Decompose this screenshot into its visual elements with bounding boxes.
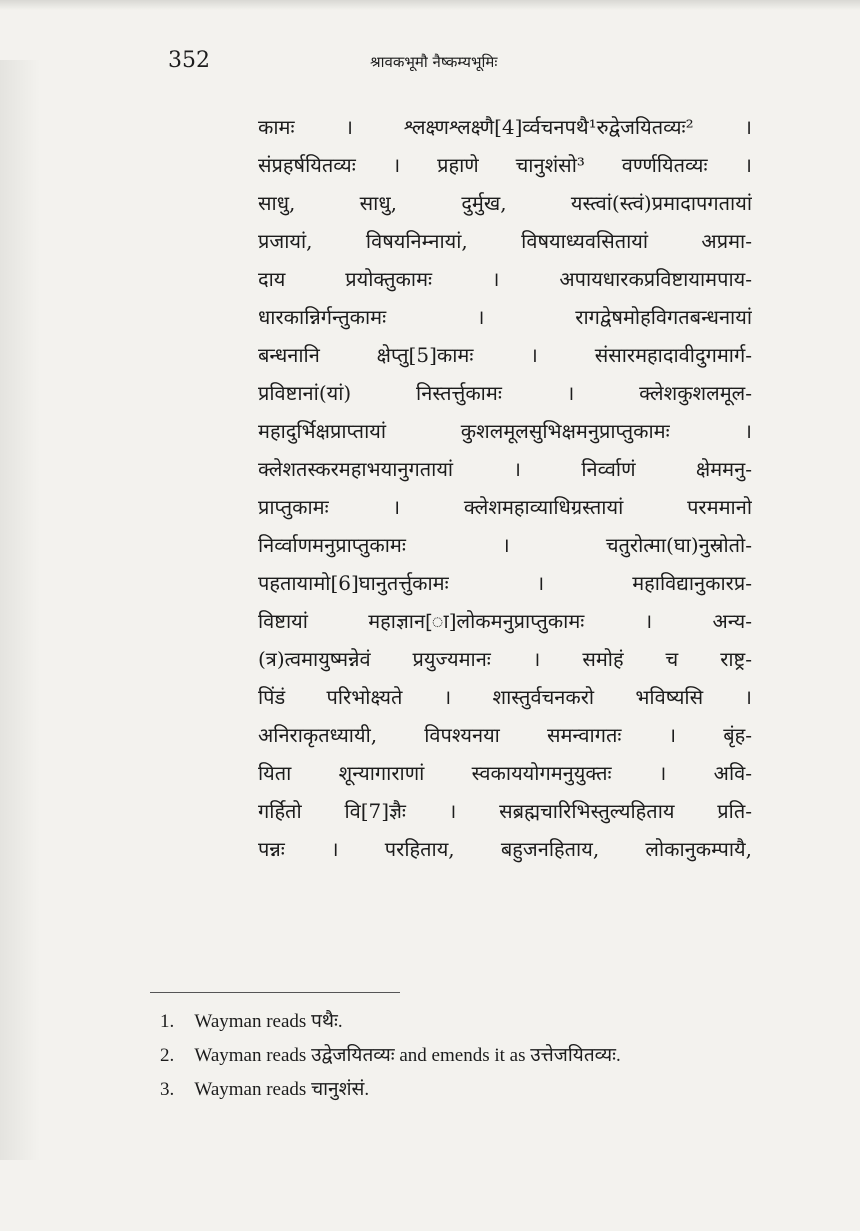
- text-line: साधु, साधु, दुर्मुख, यस्त्वां(स्त्वं)प्रमादापगतायां: [258, 191, 752, 215]
- footnote-text: Wayman reads चानुशंसं.: [194, 1079, 370, 1100]
- footnote-divider: [150, 992, 400, 993]
- footnote: [160, 1005, 780, 1039]
- page-gutter-shadow: [0, 60, 40, 1160]
- text-line: पिंडं परिभोक्ष्यते । शास्तुर्वचनकरो भविष्यसि ।: [258, 685, 752, 709]
- text-line: धारकान्निर्गन्तुकामः । रागद्वेषमोहविगतबन्धनायां: [258, 305, 752, 329]
- running-head: श्रावकभूमौ नैष्कम्यभूमिः: [370, 53, 498, 71]
- text-line: पन्नः । परहिताय, बहुजनहिताय, लोकानुकम्पायै,: [258, 837, 752, 861]
- text-line: गर्हितो वि[7]ज्ञैः । सब्रह्मचारिभिस्तुल्यहिताय प्रति-: [258, 799, 752, 823]
- footnote: [160, 1039, 780, 1073]
- body-text: [258, 108, 752, 868]
- footnotes: [160, 1005, 780, 1107]
- text-line: प्राप्तुकामः । क्लेशमहाव्याधिग्रस्तायां परममानो: [258, 495, 752, 519]
- text-line: महादुर्भिक्षप्राप्तायां कुशलमूलसुभिक्षमनुप्राप्तुकामः ।: [258, 419, 752, 443]
- text-line: प्रविष्टानां(यां) निस्तर्त्तुकामः । क्लेशकुशलमूल-: [258, 381, 752, 405]
- footnote-text: Wayman reads पथैः.: [194, 1011, 343, 1032]
- footnote-text: Wayman reads उद्वेजयितव्यः and emends it as उत्तेजयितव्यः.: [194, 1045, 621, 1066]
- page-header: [0, 48, 860, 78]
- text-line: यिता शून्यागाराणां स्वकाययोगमनुयुक्तः । अवि-: [258, 761, 752, 785]
- page-number: 352: [168, 48, 210, 73]
- text-line: विष्टायां महाज्ञान[ा]लोकमनुप्राप्तुकामः । अन्य-: [258, 609, 752, 633]
- footnote-number: 2.: [160, 1045, 175, 1066]
- footnote-number: 1.: [160, 1011, 175, 1032]
- text-line: प्रजायां, विषयनिम्नायां, विषयाध्यवसितायां अप्रमा-: [258, 229, 752, 253]
- text-line: अनिराकृतध्यायी, विपश्यनया समन्वागतः । बृंह-: [258, 723, 752, 747]
- text-line: निर्व्वाणमनुप्राप्तुकामः । चतुरोत्मा(घा)नुस्रोतो-: [258, 533, 752, 557]
- text-line: पहतायामो[6]घानुतर्त्तुकामः । महाविद्यानुकारप्र-: [258, 571, 752, 595]
- text-line: बन्धनानि क्षेप्तु[5]कामः । संसारमहादावीदुगमार्ग-: [258, 343, 752, 367]
- text-line: क्लेशतस्करमहाभयानुगतायां । निर्व्वाणं क्षेममनु-: [258, 457, 752, 481]
- page-top-edge: [0, 0, 860, 10]
- footnote-number: 3.: [160, 1079, 175, 1100]
- text-line: (त्र)त्वमायुष्मन्नेवं प्रयुज्यमानः । समोहं च राष्ट्र-: [258, 647, 752, 671]
- text-line: संप्रहर्षयितव्यः । प्रहाणे चानुशंसो³ वर्ण्णयितव्यः ।: [258, 153, 752, 177]
- text-line: कामः । श्लक्ष्णश्लक्ष्णै[4]र्व्वचनपथै¹रुद्वेजयितव्यः² ।: [258, 115, 752, 139]
- footnote: [160, 1073, 780, 1107]
- text-line: दाय प्रयोक्तुकामः । अपायधारकप्रविष्टायामपाय-: [258, 267, 752, 291]
